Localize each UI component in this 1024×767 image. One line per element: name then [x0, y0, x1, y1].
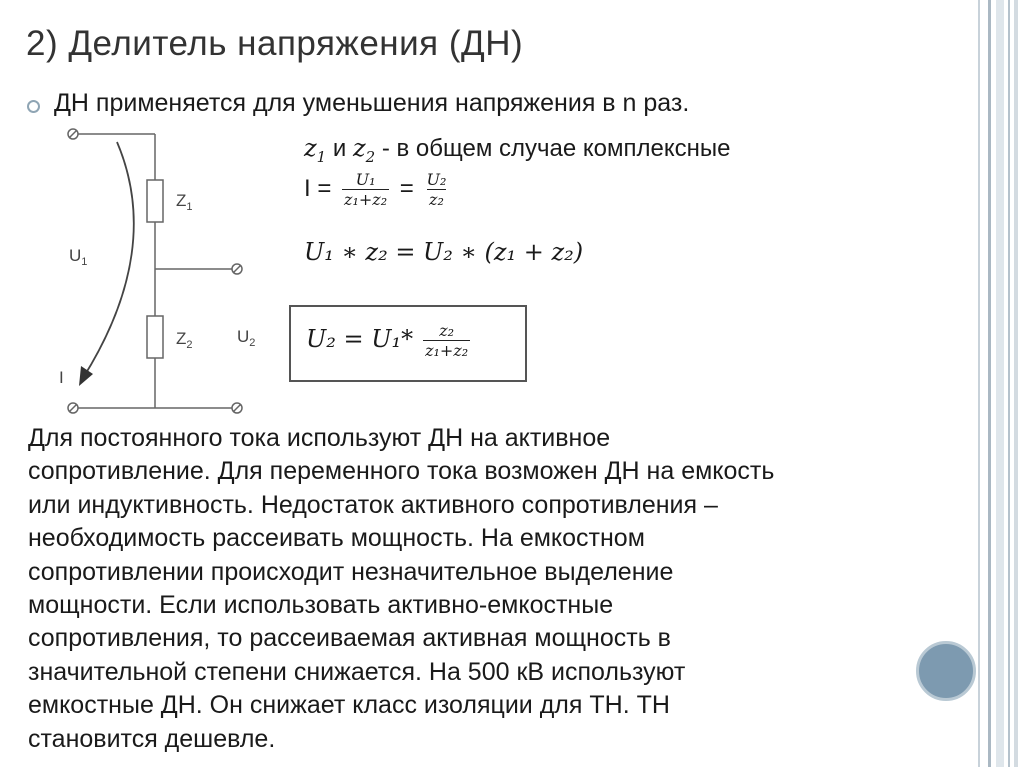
body-line: сопротивлении происходит незначительное выделение — [28, 557, 674, 586]
formula-line-3: U₁ ∗ z₂ = U₂ ∗ (z₁ + z₂) — [304, 238, 584, 266]
bullet-text: ДН применяется для уменьшения напряжения в n раз. — [54, 89, 690, 117]
bullet-icon — [27, 100, 40, 113]
body-line: Для постоянного тока используют ДН на активное — [28, 424, 611, 452]
body-line: емкостные ДН. Он снижает класс изоляции для ТН. ТН — [28, 691, 670, 720]
body-line: мощности. Если использовать активно-емкостные — [28, 591, 614, 620]
body-line: или индуктивность. Недостаток активного сопротивления – — [28, 490, 718, 519]
body-line: сопротивление. Для переменного тока возможен ДН на емкость — [28, 457, 775, 486]
body-line: становится дешевле. — [28, 724, 276, 753]
resistor-z2 — [147, 316, 163, 358]
frame-line — [996, 0, 1004, 767]
body-line: сопротивления, то рассеиваемая активная мощность в — [28, 624, 671, 653]
decorative-circle — [916, 641, 976, 701]
frame-line — [978, 0, 980, 767]
formula-line-2: I = $\frac{\text{U₁}}{\text{z₁+z₂}}$ = $\frac{\text{U₂}}{\text{z₂}}$ — [304, 170, 447, 209]
boxed-formula-left: U₂ = U₁* — [306, 324, 414, 353]
frame-line — [1014, 0, 1018, 767]
body-line: необходимость рассеивать мощность. На емкостном — [28, 524, 645, 553]
formula-line-1: $z_1$ и $z_2$ - в общем случае комплексные — [304, 134, 731, 166]
frame-line — [988, 0, 991, 767]
svg-text:Z1: $Z_1$ — [176, 191, 193, 213]
svg-text:I: I — [59, 368, 64, 387]
svg-text:U2: $U_2$ — [237, 327, 256, 349]
svg-text:Z2: $Z_2$ — [176, 329, 193, 351]
svg-text:U1: $U_1$ — [69, 246, 88, 268]
resistor-z1 — [147, 180, 163, 222]
body-line: значительной степени снижается. На 500 кВ используют — [28, 657, 686, 686]
frame-line — [1008, 0, 1010, 767]
slide-title: 2) Делитель напряжения (ДН) — [26, 24, 524, 63]
boxed-formula: U₂ = U₁* $\frac{\text{z₂}}{\text{z₁+z₂}}$ — [289, 305, 527, 382]
arrow-head-icon — [79, 366, 93, 386]
body-paragraph — [28, 422, 978, 756]
current-arrow — [83, 142, 134, 378]
